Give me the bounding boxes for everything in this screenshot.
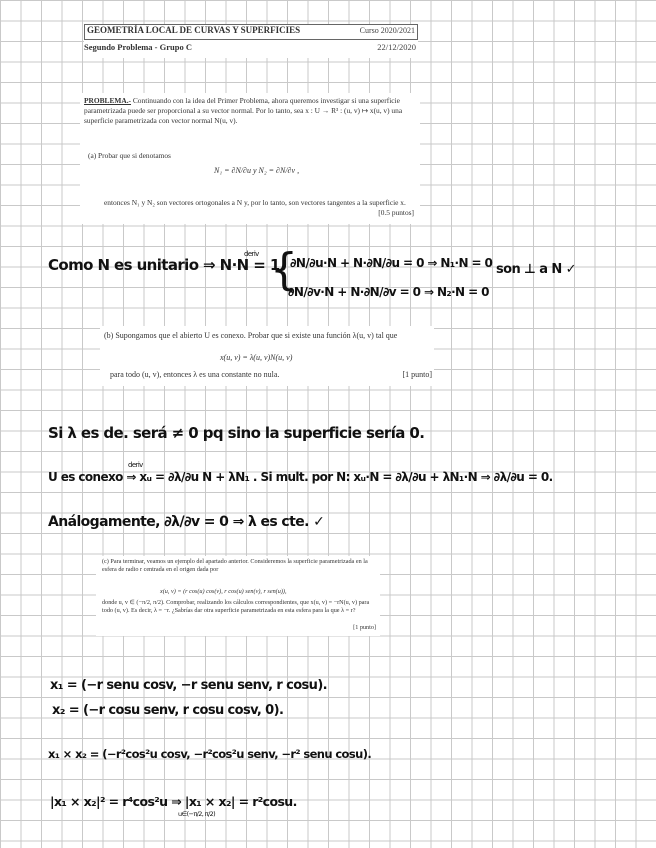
hw-note-deriv2: deriv — [128, 461, 143, 469]
hw-norm: |x₁ × x₂|² = r⁴cos²u ⇒ |x₁ × x₂| = r²cosu. — [50, 794, 297, 809]
problem-block — [80, 93, 420, 224]
hw-brace: { — [270, 244, 298, 295]
part-a-text: (a) Probar que si denotamos — [88, 151, 171, 160]
exam-subtitle: Segundo Problema - Grupo C — [84, 42, 192, 52]
hw-cross: x₁ × x₂ = (−r²cos²u cosv, −r²cos²u senv, −r² senu cosu). — [48, 747, 372, 761]
part-c-formula: x(u, v) = (r cos(u) cos(v), r cos(u) sen(v), r sen(u)), — [160, 588, 287, 595]
hw-eq-top: ∂N/∂u·N + N·∂N/∂u = 0 ⇒ N₁·N = 0 — [290, 256, 493, 270]
hw-note-domain: u∈(−π/2, π/2) — [178, 810, 216, 818]
part-a-formula: N₁ = ∂N/∂u y N₂ = ∂N/∂v , — [214, 166, 300, 175]
problem-intro — [84, 96, 416, 127]
exam-header — [84, 24, 418, 58]
part-b-text: (b) Supongamos que el abierto U es conexo. Probar que si existe una función λ(u, v) tal que — [104, 331, 398, 340]
part-b-points: [1 punto] — [402, 370, 432, 379]
hw-line-analogamente: Análogamente, ∂λ/∂v = 0 ⇒ λ es cte. ✓ — [48, 514, 325, 530]
hw-conclusion: son ⊥ a N ✓ — [496, 262, 576, 277]
part-b-formula: x(u, v) = λ(u, v)N(u, v) — [220, 353, 293, 362]
part-a-conclusion: entonces N₁ y N₂ son vectores ortogonales a N y, por lo tanto, son vectores tangentes a la superficie x. — [104, 198, 406, 207]
part-b-text2: para todo (u, v), entonces λ es una constante no nula. — [110, 370, 280, 379]
part-c-points: [1 punto] — [353, 624, 376, 631]
exam-date: 22/12/2020 — [377, 42, 416, 52]
part-c-text: (c) Para terminar, veamos un ejemplo del apartado anterior. Consideremos la superficie parametrizada en la esfera de radio r centrada en el origen dada por — [102, 558, 368, 574]
hw-line-como: Como N es unitario ⇒ N·N = 1 — [48, 256, 280, 274]
problem-label: PROBLEMA.- — [84, 96, 132, 105]
hw-line-lambda: Si λ es de. será ≠ 0 pq sino la superficie sería 0. — [48, 424, 425, 442]
part-b-block — [100, 326, 434, 386]
hw-x1: x₁ = (−r senu cosv, −r senu senv, r cosu). — [50, 678, 327, 693]
course-year: Curso 2020/2021 — [359, 26, 415, 35]
hw-note-deriv: deriv — [244, 250, 259, 258]
hw-line-conexo: U es conexo ⇒ xᵤ = ∂λ/∂u N + λN₁ . Si mult. por N: xᵤ·N = ∂λ/∂u + λN₁·N ⇒ ∂λ/∂u = 0. — [48, 470, 553, 484]
part-c-block — [96, 556, 380, 636]
part-a-points: [0.5 puntos] — [378, 208, 414, 217]
course-title: GEOMETRÍA LOCAL DE CURVAS Y SUPERFICIES — [87, 25, 301, 35]
hw-eq-bottom: ∂N/∂v·N + N·∂N/∂v = 0 ⇒ N₂·N = 0 — [288, 285, 489, 299]
hw-x2: x₂ = (−r cosu senv, r cosu cosv, 0). — [52, 703, 284, 718]
problem-intro-text: Continuando con la idea del Primer Problema, ahora queremos investigar si una superficie parametrizada puede ser proporcional a su vector normal. Por lo tanto, sea x : U → R³ : (u, v) ↦ x(u, v) una superficie parametrizada con vector normal N(u, v). — [84, 96, 403, 126]
part-c-text2: donde u, v ∈ (−π/2, π/2). Comprobar, realizando los cálculos correspondientes, que x(u, v) = −rN(u, v) para todo (u, v). Es decir, λ = −r. ¿Sabrías dar otra superficie parametrizada en esta esfera para la que λ = r? — [102, 599, 370, 615]
